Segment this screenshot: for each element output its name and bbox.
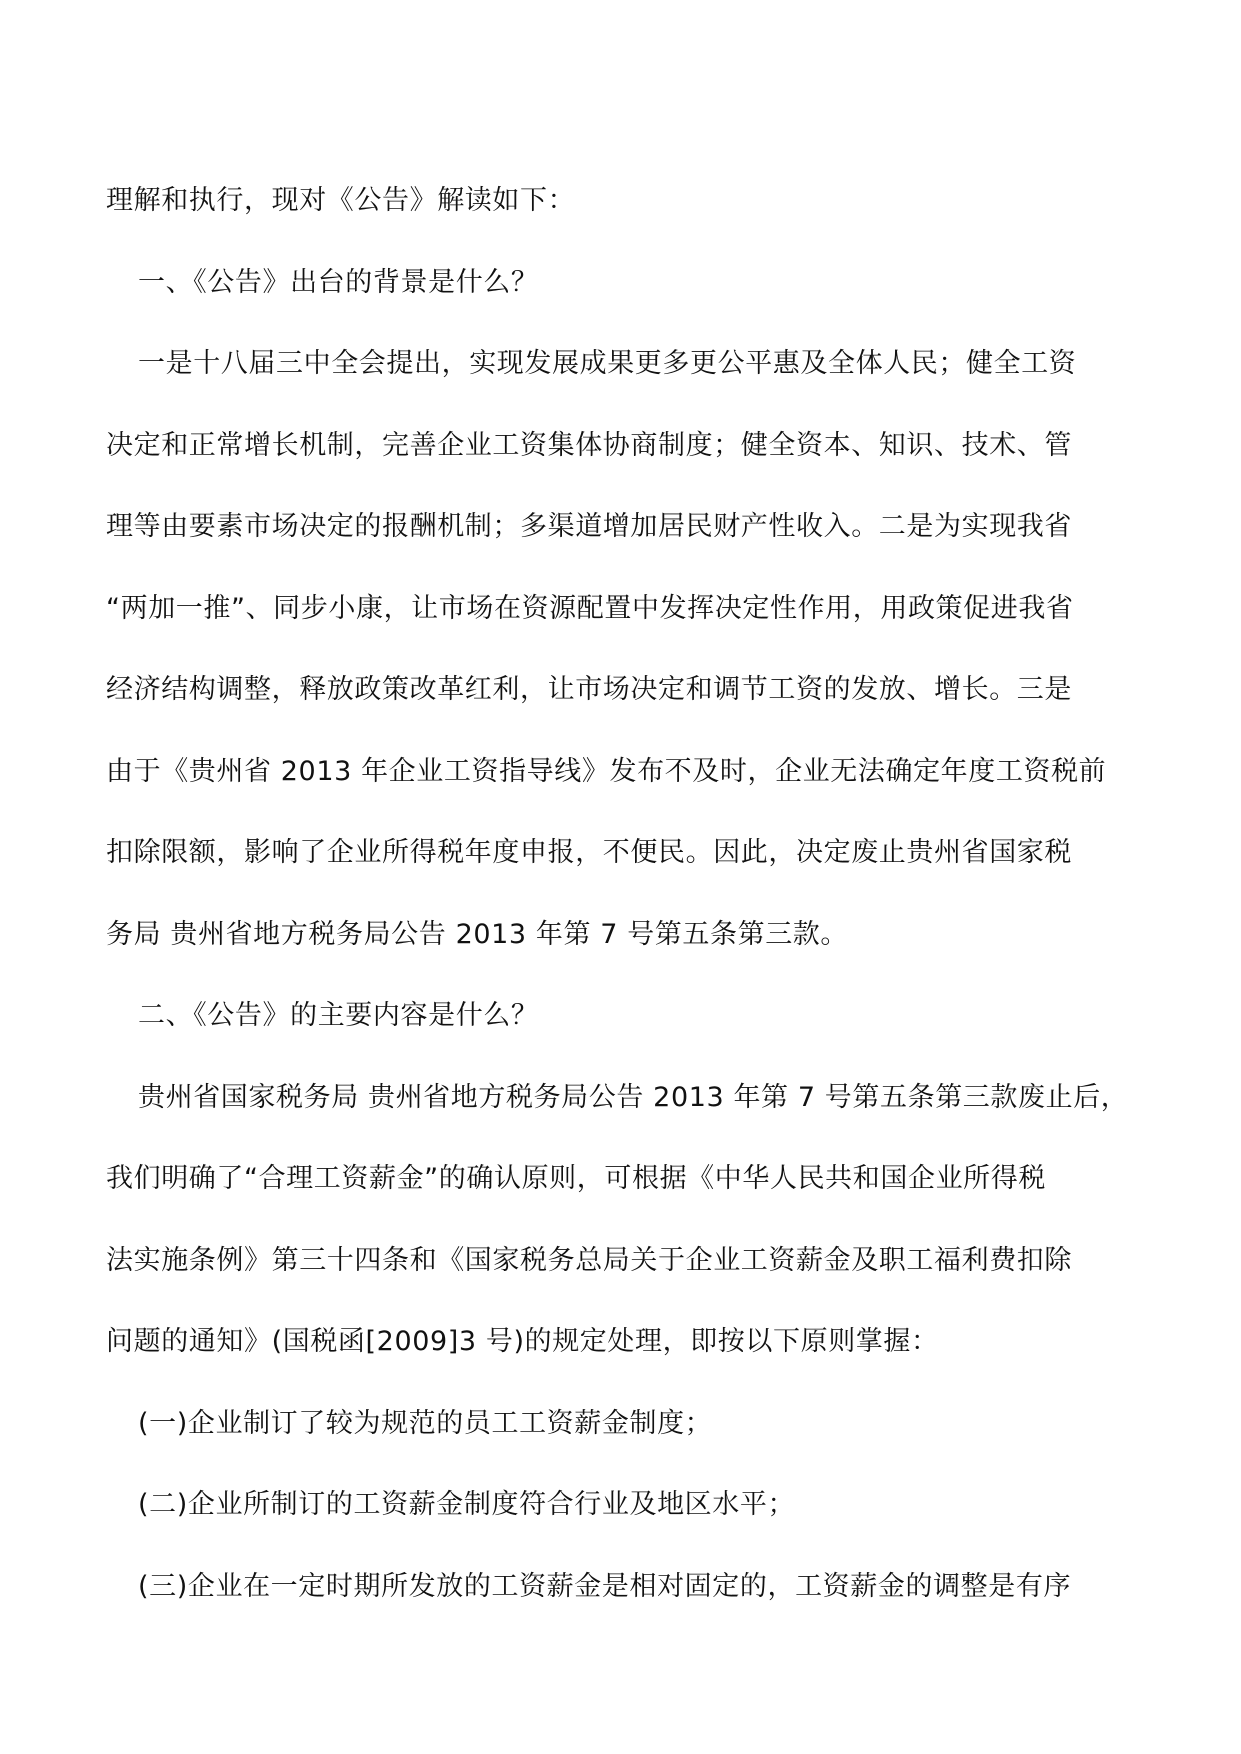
list-item: (一)企业制订了较为规范的员工工资薪金制度； [138, 1407, 713, 1439]
text-line: 贵州省国家税务局 贵州省地方税务局公告 2013 年第 7 号第五条第三款废止后， [138, 1081, 1129, 1113]
list-item: (三)企业在一定时期所发放的工资薪金是相对固定的，工资薪金的调整是有序 [138, 1570, 1072, 1602]
section-heading: 一、《公告》出台的背景是什么？ [138, 266, 539, 298]
text-line: 务局 贵州省地方税务局公告 2013 年第 7 号第五条第三款。 [106, 918, 849, 950]
text-line: 由于《贵州省 2013 年企业工资指导线》发布不及时，企业无法确定年度工资税前 [106, 755, 1107, 787]
text-line: 法实施条例》第三十四条和《国家税务总局关于企业工资薪金及职工福利费扣除 [106, 1244, 1072, 1276]
text-line: 一是十八届三中全会提出，实现发展成果更多更公平惠及全体人民；健全工资 [138, 348, 1077, 379]
text-line: 问题的通知》(国税函[2009]3 号)的规定处理，即按以下原则掌握： [106, 1326, 939, 1357]
text-line: 我们明确了“合理工资薪金”的确认原则，可根据《中华人民共和国企业所得税 [106, 1163, 1046, 1194]
text-line: 决定和正常增长机制，完善企业工资集体协商制度；健全资本、知识、技术、管 [106, 429, 1072, 461]
section-heading: 二、《公告》的主要内容是什么？ [138, 1000, 539, 1031]
text-line: 理解和执行，现对《公告》解读如下： [106, 185, 576, 216]
text-line: 理等由要素市场决定的报酬机制；多渠道增加居民财产性收入。二是为实现我省 [106, 511, 1072, 542]
list-item: (二)企业所制订的工资薪金制度符合行业及地区水平； [138, 1489, 796, 1520]
text-line: 扣除限额，影响了企业所得税年度申报，不便民。因此，决定废止贵州省国家税 [106, 837, 1072, 868]
document-body [106, 160, 1146, 1627]
text-line: 经济结构调整，释放政策改革红利，让市场决定和调节工资的发放、增长。三是 [106, 674, 1072, 705]
text-line: “两加一推”、同步小康，让市场在资源配置中发挥决定性作用，用政策促进我省 [106, 592, 1074, 624]
